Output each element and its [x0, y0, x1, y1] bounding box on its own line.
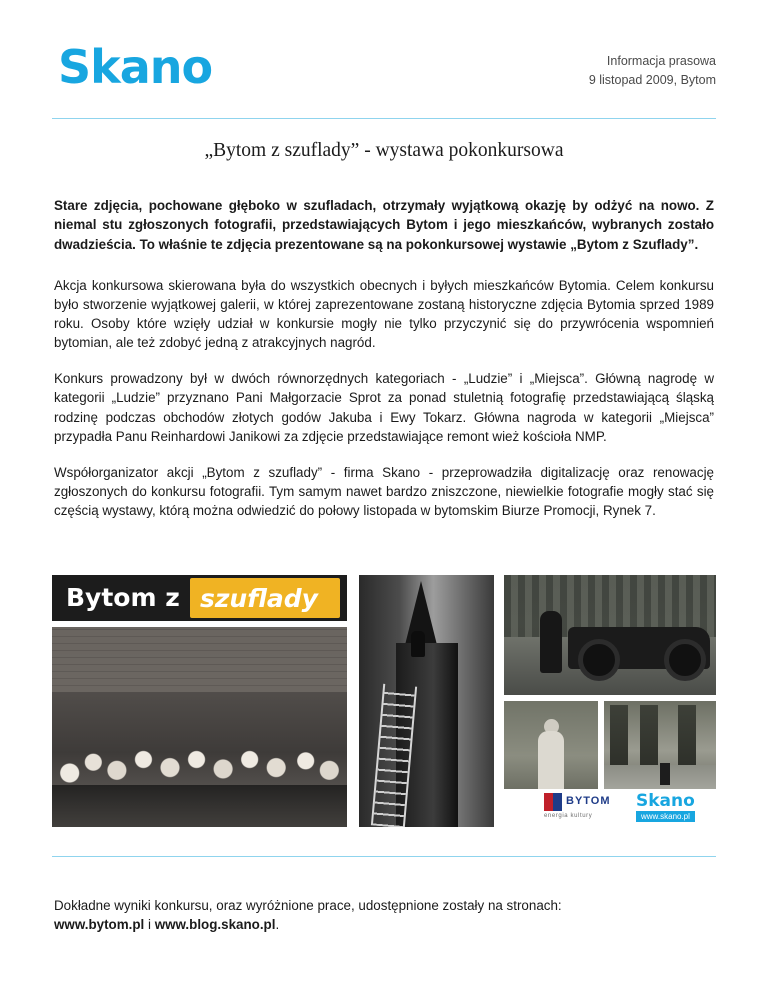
link-blog-skano-pl[interactable]: www.blog.skano.pl: [154, 917, 276, 933]
footer: [54, 896, 716, 935]
car-wheel-rear-detail: [664, 639, 706, 681]
photo-collage: [52, 575, 716, 827]
child-body-detail: [538, 731, 564, 793]
photo-wall-detail: [52, 627, 347, 699]
banner-highlight-box: [190, 578, 340, 618]
divider-top: [52, 118, 716, 119]
lead-paragraph: Stare zdjęcia, pochowane głęboko w szufladach, otrzymały wyjątkową okazję by odżyć na nowo. Z niemal stu zgłoszonych fotografii, przedstawiających Bytom i jego mieszkańców, wybranych zostało dwadzieścia. To właśnie te zdjęcia prezentowane są na pokonkursowej wystawie „Bytom z Szuflady”.: [54, 198, 714, 252]
bytom-logo-accent-icon: [544, 793, 553, 811]
skano-logo-small-name: Skano: [636, 791, 695, 811]
press-date-location: 9 listopad 2009, Bytom: [588, 73, 716, 88]
car-wheel-front-detail: [578, 639, 620, 681]
footer-period: .: [275, 917, 280, 933]
car-person-detail: [540, 611, 562, 673]
paragraph-3: Konkurs prowadzony był w dwóch równorzędnych kategoriach - „Ludzie” i „Miejsca”. Główną nagrodę w kategorii „Ludzie” przyznano Pani Małgorzacie Sprot za ponad stuletnią fotografię przedstawiającą śląską rodzinę podczas obchodów złotych godów Jakuba i Ewy Tokarz. Główna nagroda w kategorii „Miejsca” przypadła Panu Reinhardowi Janikowi za zdjęcie przedstawiające remont wież kościoła NMP.: [54, 371, 714, 444]
paragraph-4: Współorganizator akcji „Bytom z szuflady” - firma Skano - przeprowadziła digitalizację oraz renowację zgłoszonych do konkursu fotografii. Tym samym nawet bardzo zniszczone, niewielkie fotografie mogły stać się częścią wystawy, którą można odwiedzić do połowy listopada w bytomskim Biurze Promocji, Rynek 7.: [54, 464, 714, 518]
banner-title: Bytom z: [66, 583, 180, 612]
exhibition-banner: [52, 575, 347, 621]
footer-separator: i: [144, 917, 155, 933]
photo-foreground-detail: [52, 785, 347, 827]
photo-group-portrait: [52, 627, 347, 827]
tower-worker-detail: [411, 631, 425, 657]
skano-logo-small: [636, 791, 716, 825]
document-header: [52, 40, 716, 104]
sponsor-logos: [504, 789, 716, 827]
footer-links: [54, 915, 716, 934]
page-content: [52, 0, 716, 994]
street-person-detail: [660, 763, 670, 785]
photo-church-tower: [359, 575, 494, 827]
bytom-logo: [544, 793, 622, 823]
skano-logo: Skano: [58, 40, 213, 94]
skano-logo-url: www.skano.pl: [636, 811, 695, 822]
press-info-label: Informacja prasowa: [606, 54, 716, 68]
bytom-logo-tagline: energia kultury: [544, 813, 593, 819]
page-title: „Bytom z szuflady” - wystawa pokonkursowa: [204, 140, 564, 161]
link-bytom-pl[interactable]: www.bytom.pl: [54, 917, 145, 933]
paragraph-2: Akcja konkursowa skierowana była do wszystkich obecnych i byłych mieszkańców Bytomia. Celem konkursu było stworzenie wyjątkowej galerii, w której zaprezentowane zostaną historyczne zdjęcia Bytomia sprzed 1989 roku. Osoby które wzięły udział w konkursie mogły nie tylko przyczynić się do przywrócenia wspomnień bytomian, ale też zdobyć jedną z atrakcyjnych nagród.: [54, 278, 714, 351]
photo-vintage-car: [504, 575, 716, 695]
footer-line: Dokładne wyniki konkursu, oraz wyróżnione prace, udostępnione zostały na stronach:: [54, 898, 562, 913]
body-text: [54, 196, 714, 537]
divider-bottom: [52, 856, 716, 857]
bytom-logo-name: BYTOM: [566, 795, 611, 807]
header-meta: [589, 52, 716, 91]
banner-highlight-text: szuflady: [200, 584, 318, 613]
